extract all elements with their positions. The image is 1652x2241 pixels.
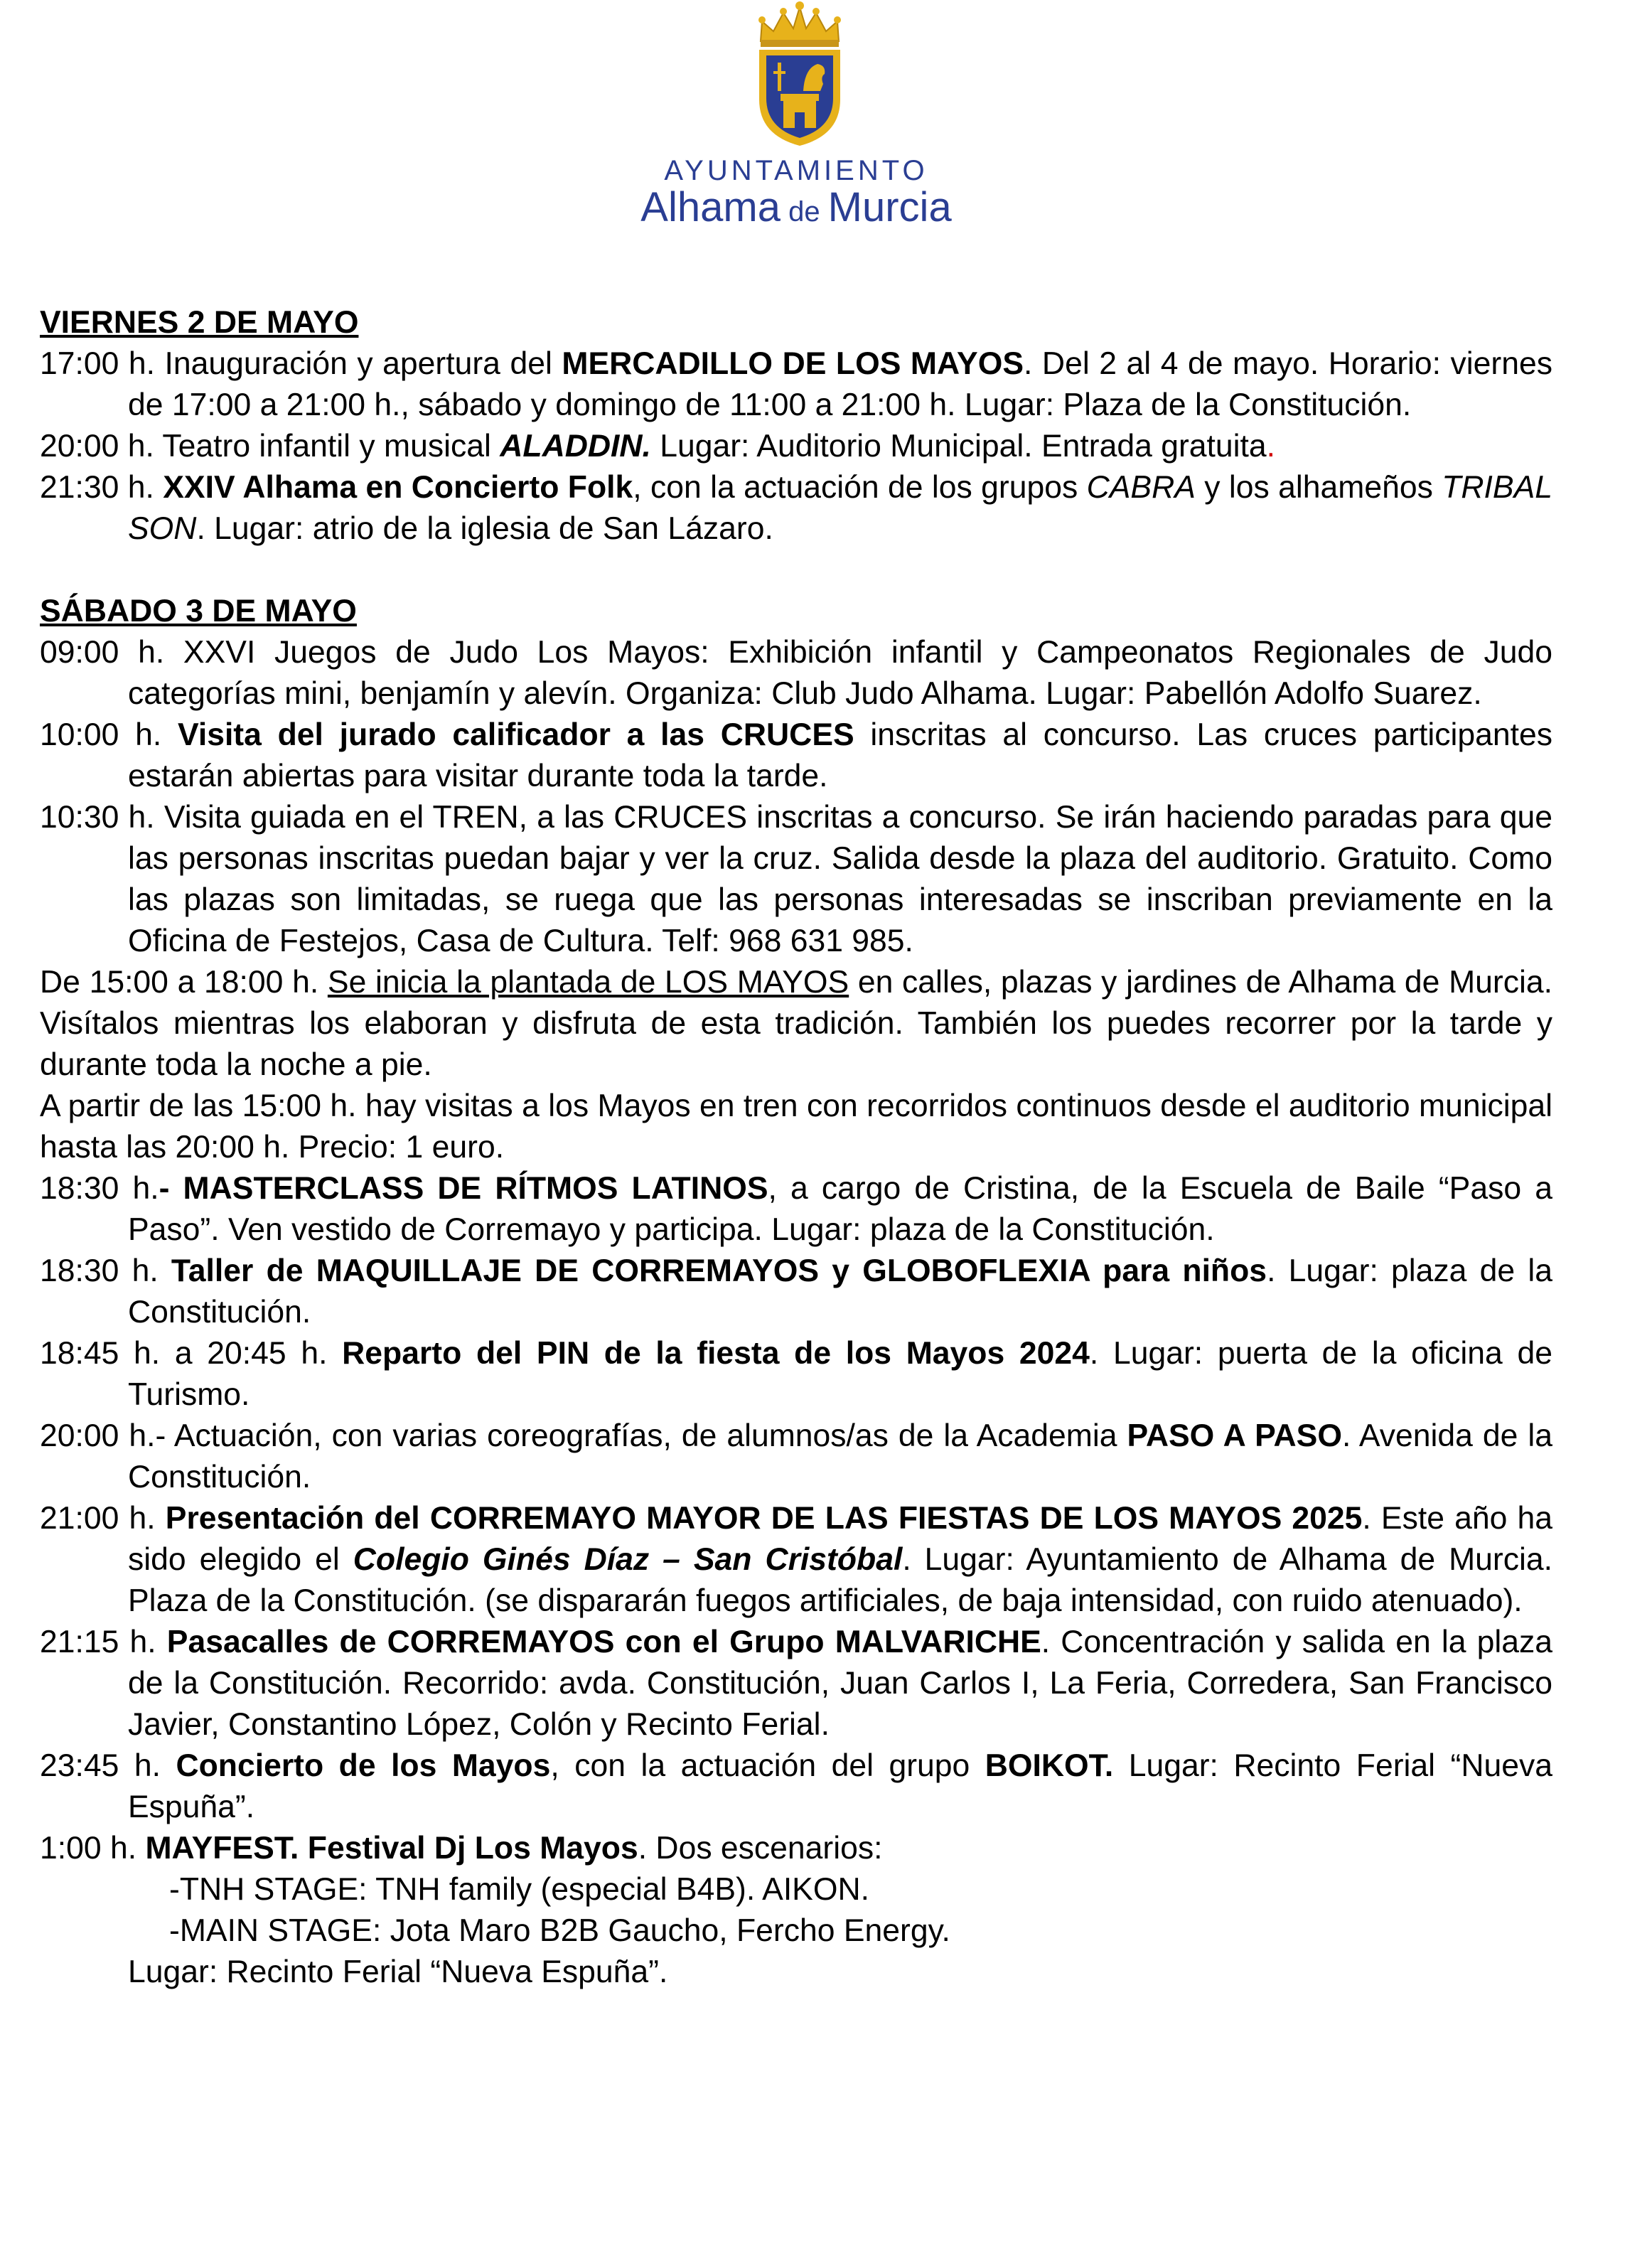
program-body [40,302,1552,1993]
event-entry: 18:45 h. a 20:45 h. Reparto del PIN de la fiesta de los Mayos 2024. Lugar: puerta de la oficina de Turismo. [40,1336,1552,1412]
event-entry: 20:00 h. Teatro infantil y musical ALADDIN. Lugar: Auditorio Municipal. Entrada gratuita. [40,429,1276,464]
event-entry: De 15:00 a 18:00 h. Se inicia la plantada de LOS MAYOS en calles, plazas y jardines de Alhama de Murcia. Visítalos mientras los elaboran y disfruta de esta tradición. También los puedes recorrer por la tarde y durante toda la noche a pie. [40,965,1553,1082]
event-entry: 09:00 h. XXVI Juegos de Judo Los Mayos: Exhibición infantil y Campeonatos Regionales de Judo categorías mini, benjamín y alevín. Organiza: Club Judo Alhama. Lugar: Pabellón Adolfo Suarez. [40,635,1552,711]
location-line: Lugar: Recinto Ferial “Nueva Espuña”. [128,1954,668,1989]
event-entry: 18:30 h.- MASTERCLASS DE RÍTMOS LATINOS, a cargo de Cristina, de la Escuela de Baile “Paso a Paso”. Ven vestido de Corremayo y participa. Lugar: plaza de la Constitución. [40,1171,1552,1247]
event-entry: A partir de las 15:00 h. hay visitas a los Mayos en tren con recorridos continuos desde el auditorio municipal hasta las 20:00 h. Precio: 1 euro. [40,1089,1552,1165]
event-entry: 17:00 h. Inauguración y apertura del MERCADILLO DE LOS MAYOS. Del 2 al 4 de mayo. Horario: viernes de 17:00 a 21:00 h., sábado y domingo de 11:00 a 21:00 h. Lugar: Plaza de la Constitución. [40,346,1552,422]
event-entry: 18:30 h. Taller de MAQUILLAJE DE CORREMAYOS y GLOBOFLEXIA para niños. Lugar: plaza de la Constitución. [40,1253,1553,1330]
event-entry: 23:45 h. Concierto de los Mayos, con la actuación del grupo BOIKOT. Lugar: Recinto Ferial “Nueva Espuña”. [40,1748,1553,1824]
org-name: Alhama de Murcia [640,184,952,230]
event-entry: 21:30 h. XXIV Alhama en Concierto Folk, con la actuación de los grupos CABRA y los alhameños TRIBAL SON. Lugar: atrio de la iglesia de San Lázaro. [40,470,1553,546]
section-spacer [40,550,1552,591]
municipal-coat-of-arms-icon [746,0,853,149]
event-entry: 10:00 h. Visita del jurado calificador a las CRUCES inscritas al concurso. Las cruces participantes estarán abiertas para visitar durante toda la tarde. [40,717,1553,793]
day-title-friday: VIERNES 2 DE MAYO [40,305,359,340]
document-header [0,0,1652,235]
event-entry: 21:15 h. Pasacalles de CORREMAYOS con el Grupo MALVARICHE. Concentración y salida en la plaza de la Constitución. Recorrido: avda. Constitución, Juan Carlos I, La Feria, Corredera, San Francisco Javier, Constantino López, Colón y Recinto Ferial. [40,1625,1552,1742]
stage-line: -TNH STAGE: TNH family (especial B4B). AIKON. [169,1872,869,1907]
stage-line: -MAIN STAGE: Jota Maro B2B Gaucho, Fercho Energy. [169,1913,950,1948]
event-entry: 1:00 h. MAYFEST. Festival Dj Los Mayos. Dos escenarios: [40,1831,883,1866]
org-label: AYUNTAMIENTO [664,155,928,186]
event-entry: 21:00 h. Presentación del CORREMAYO MAYOR DE LAS FIESTAS DE LOS MAYOS 2025. Este año ha sido elegido el Colegio Ginés Díaz – San Cristóbal. Lugar: Ayuntamiento de Alhama de Murcia. Plaza de la Constitución. (se dispararán fuegos artificiales, de baja intensidad, con ruido atenuado). [40,1501,1552,1618]
event-entry: 10:30 h. Visita guiada en el TREN, a las CRUCES inscritas a concurso. Se irán haciendo paradas para que las personas inscritas puedan bajar y ver la cruz. Salida desde la plaza del auditorio. Gratuito. Como las plazas son limitadas, se ruega que las personas interesadas se inscriban previamente en la Oficina de Festejos, Casa de Cultura. Telf: 968 631 985. [40,800,1552,958]
event-entry: 20:00 h.- Actuación, con varias coreografías, de alumnos/as de la Academia PASO A PASO. Avenida de la Constitución. [40,1418,1552,1494]
day-title-saturday: SÁBADO 3 DE MAYO [40,594,357,629]
